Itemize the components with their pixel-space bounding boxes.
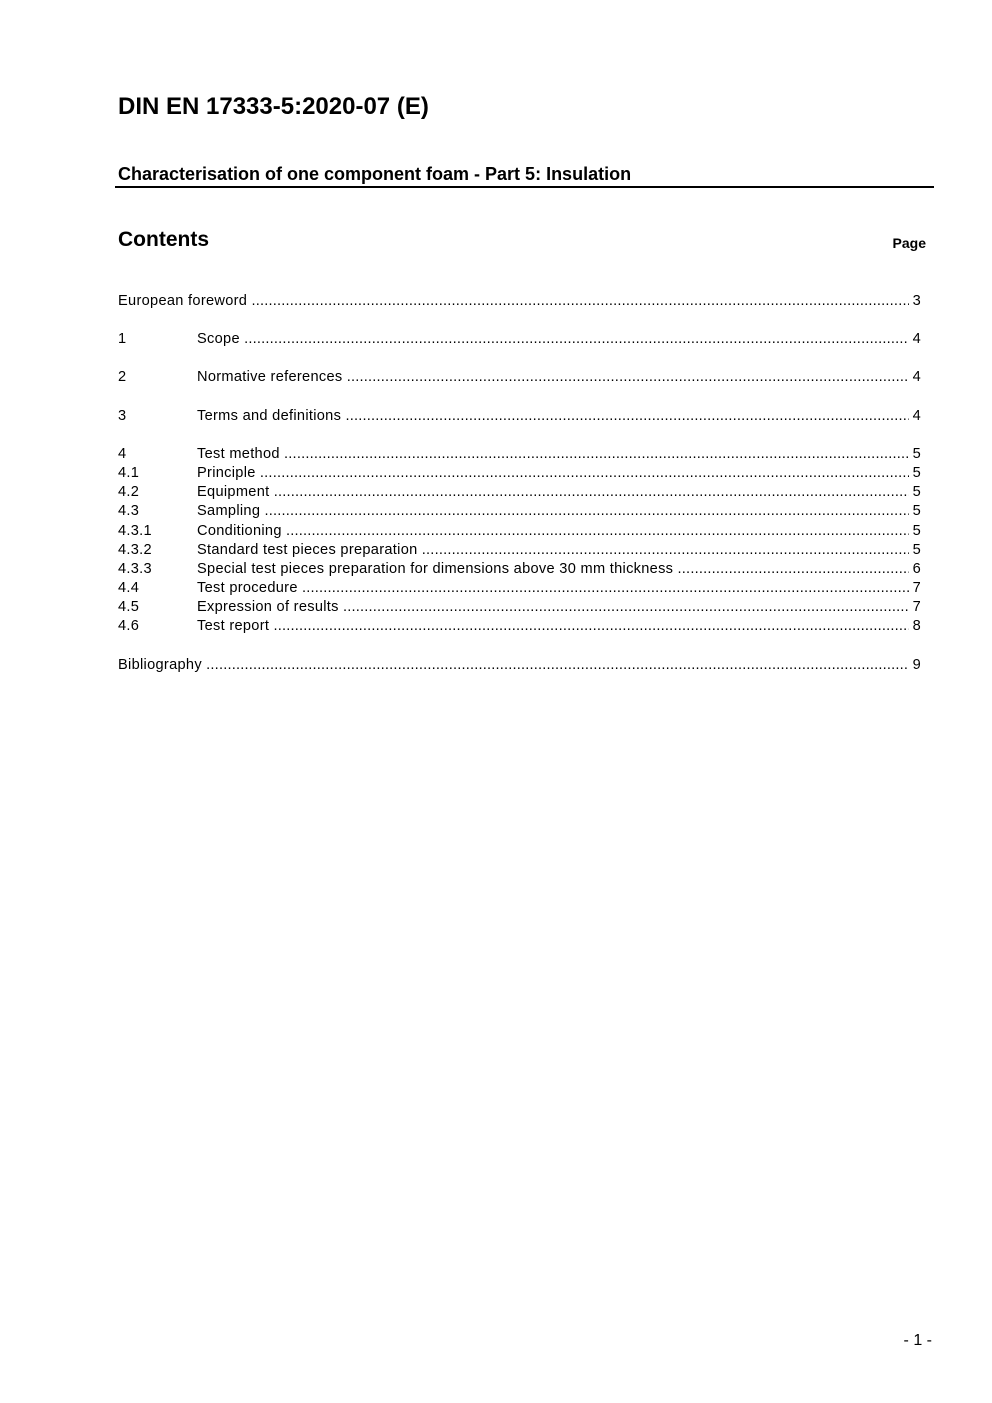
toc-entry-conditioning[interactable] xyxy=(118,522,921,541)
toc-entry-page: 7 xyxy=(909,598,921,617)
toc-entry-page: 9 xyxy=(909,656,921,675)
toc-entry-page: 5 xyxy=(909,464,921,483)
toc-entry-number: 2 xyxy=(118,369,127,386)
toc-entry-title: Sampling xyxy=(197,503,261,520)
page-number: - 1 - xyxy=(903,1332,932,1349)
document-subtitle: Characterisation of one component foam - Part 5: Insulation xyxy=(118,164,632,184)
toc-entry-page: 4 xyxy=(909,407,921,426)
toc-entry-title: Test report xyxy=(197,618,270,635)
toc-entry-page: 7 xyxy=(909,579,921,598)
toc-entry-special-test-pieces[interactable] xyxy=(118,560,921,579)
toc-entry-standard-test-pieces[interactable] xyxy=(118,541,921,560)
toc-entry-number: 4.3.1 xyxy=(118,522,152,539)
toc-entry-number: 4.3.2 xyxy=(118,541,152,558)
toc-entry-number: 4.3 xyxy=(118,503,140,520)
toc-entry-number: 4.2 xyxy=(118,484,140,501)
toc-entry-normative-references[interactable] xyxy=(118,368,921,387)
toc-entry-page: 5 xyxy=(909,502,921,521)
toc-entry-number: 3 xyxy=(118,407,127,424)
toc-entry-title: Terms and definitions xyxy=(197,407,342,424)
toc-entry-title: Special test pieces preparation for dimensions above 30 mm thickness xyxy=(197,560,674,577)
toc-entry-title: Principle xyxy=(197,464,256,481)
table-of-contents xyxy=(118,292,921,675)
toc-entry-number: 1 xyxy=(118,331,127,348)
toc-entry-title: Conditioning xyxy=(197,522,282,539)
toc-entry-page: 5 xyxy=(909,541,921,560)
toc-entry-page: 4 xyxy=(909,368,921,387)
toc-entry-page: 5 xyxy=(909,445,921,464)
toc-entry-number: 4 xyxy=(118,445,127,462)
toc-entry-page: 8 xyxy=(909,617,921,636)
toc-entry-bibliography[interactable] xyxy=(118,656,921,675)
toc-entry-equipment[interactable] xyxy=(118,483,921,502)
toc-entry-number: 4.6 xyxy=(118,618,140,635)
toc-entry-principle[interactable] xyxy=(118,464,921,483)
toc-entry-title: Scope xyxy=(197,331,240,348)
toc-entry-expression-of-results[interactable] xyxy=(118,598,921,617)
toc-entry-title: European foreword xyxy=(118,293,248,309)
toc-entry-page: 5 xyxy=(909,483,921,502)
toc-entry-number: 4.1 xyxy=(118,464,140,481)
toc-entry-title: Expression of results xyxy=(197,599,339,616)
toc-entry-page: 4 xyxy=(909,330,921,349)
toc-entry-title: Standard test pieces preparation xyxy=(197,541,418,558)
toc-entry-page: 3 xyxy=(909,292,921,311)
toc-entry-number: 4.4 xyxy=(118,580,140,597)
toc-entry-title: Test procedure xyxy=(197,580,298,597)
toc-entry-page: 6 xyxy=(909,560,921,579)
contents-heading: Contents xyxy=(118,228,209,251)
toc-entry-page: 5 xyxy=(909,522,921,541)
title-underline xyxy=(115,186,934,188)
toc-entry-test-method[interactable] xyxy=(118,445,921,464)
document-title: DIN EN 17333-5:2020-07 (E) xyxy=(118,93,429,120)
toc-entry-test-report[interactable] xyxy=(118,617,921,636)
toc-entry-test-procedure[interactable] xyxy=(118,579,921,598)
toc-entry-title: Test method xyxy=(197,445,280,462)
toc-entry-terms-and-definitions[interactable] xyxy=(118,407,921,426)
toc-entry-european-foreword[interactable] xyxy=(118,292,921,311)
toc-entry-number: 4.5 xyxy=(118,599,140,616)
toc-entry-scope[interactable] xyxy=(118,330,921,349)
toc-entry-title: Normative references xyxy=(197,369,343,386)
toc-entry-title: Bibliography xyxy=(118,656,202,673)
toc-entry-title: Equipment xyxy=(197,484,270,501)
toc-entry-number: 4.3.3 xyxy=(118,560,152,577)
page-column-heading: Page xyxy=(892,235,926,251)
toc-entry-sampling[interactable] xyxy=(118,502,921,521)
